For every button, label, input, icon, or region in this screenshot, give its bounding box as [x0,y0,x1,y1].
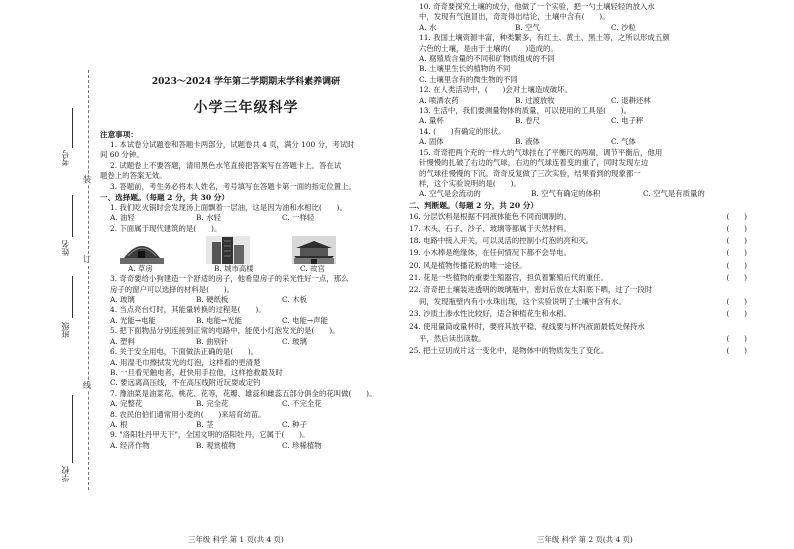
q3-option-b: B. 硬纸板 [196,295,229,305]
judge-19-text: 19. 小木棒是绝缘体，在任何情况下都不会导电。 [409,248,571,258]
q6-option-c: C. 要远离高压线，不在高压线附近玩耍或定钓 [110,378,261,388]
candidate-number-label: 考号 [61,150,70,166]
q15-option-c: C. 空气是有质量的 [643,189,705,199]
judge-25-text: 25. 把土豆切成片这一变化中，是物体中的物质发生了变化。 [409,345,608,355]
q5-option-a: A. 塑料 [110,336,135,346]
judge-21-answer-box[interactable]: ( ) [726,272,747,282]
q10-option-c: C. 沙粒 [611,22,636,32]
q7-options [100,399,392,409]
binding-cut-line [88,70,89,490]
school-label: 学校 [61,466,70,482]
thatched-hut-image [120,236,164,264]
q10-option-a: A. 水 [419,22,437,32]
q15-stem-line-1: 15. 奇奇把两个充的一样大的气球挂在了平衡尺的两端，调节平衡后，他用 [419,147,663,157]
q15-option-a: A. 空气是会流动的 [419,189,481,199]
q1-option-c: C. 一样轻 [282,213,315,223]
judge-item-20 [409,260,777,272]
q10-option-b: B. 空气 [515,22,540,32]
q2-option-a: A. 草房 [128,264,153,274]
note-line-5: 3. 答题前，考生务必将本人姓名，考号填写在答题卡第一面的指定位置上。 [110,181,356,191]
q6-option-a: A. 用湿毛巾擦拭发光的灯泡，这样看的更清楚 [110,357,261,367]
q9-stem: 9. "洛阳牡丹甲天下"，全国文明的洛阳牡丹，它属于( )。 [110,430,310,440]
judge-item-19 [409,247,777,259]
judge-item-22-line-1 [409,284,777,296]
q1-option-b: B. 水轻 [196,213,221,223]
q3-option-c: C. 木板 [282,295,307,305]
judge-17-answer-box[interactable]: ( ) [726,223,747,233]
judge-16-answer-box[interactable]: ( ) [726,211,747,221]
page-2-footer: 三年级 科学 第 2 页(共 4 页) [537,535,633,544]
candidate-number-line [72,108,73,148]
page-1-footer: 三年级 科学 第 1 页(共 4 页) [188,535,284,544]
exam-subject: 小学三年级科学 [193,100,299,116]
q12-option-c: C. 退耕还林 [611,95,651,105]
q4-option-c: C. 电能→声能 [282,315,328,325]
q4-option-a: A. 光能→电能 [110,315,156,325]
school-line [72,395,73,463]
judge-24-text-line-1: 24. 使用量筒或量杯时，要将其放平稳，视线要与杯内液面最低处保持水 [409,321,645,331]
q14-option-c: C. 气体 [611,137,636,147]
q9-options [100,441,392,451]
q15-option-b: B. 空气有确定的体积 [531,189,601,199]
q10-options [409,23,777,33]
judge-24-answer-box[interactable]: ( ) [726,333,747,343]
judge-item-23 [409,308,777,320]
note-line-1: 1. 本试卷分试题卷和答题卡两部分，试题卷共 4 页，满分 100 分，考试时 [110,140,355,149]
q1-options [100,213,392,223]
q2-pictures [100,236,392,274]
cut-mark-1: 装 [83,175,91,184]
q2-option-c: C. 故宫 [300,264,325,274]
q5-stem: 5. 把下面物品分别连接到正常的电路中，能使小灯泡发光的是( )。 [110,326,340,336]
judge-24-text-line-2: 平，然后读出读数。 [419,333,486,343]
q15-stem-line-4: 样，这个实验说明的是( )。 [419,178,521,188]
q12-stem: 12. 在人类活动中，( )会对土壤造成破坏。 [419,85,572,95]
q4-stem: 4. 当点亮台灯时，其能量转换的过程是( )。 [110,305,266,315]
name-label: 姓名 [61,240,70,256]
q13-option-b: B. 卷尺 [515,116,540,126]
judge-25-answer-box[interactable]: ( ) [726,345,747,355]
q14-stem: 14. ( )有确定的形状。 [419,126,506,136]
q7-stem: 7. 豫油菜是油菜花、桃花、花等，花瓣、雄蕊和雌蕊五部分俱全的花叫做( )。 [110,388,377,398]
q3-option-a: A. 玻璃 [110,295,135,305]
page-2-content [409,2,777,357]
q13-option-a: A. 量杯 [419,116,444,126]
q12-option-a: A. 喷洒农药 [419,95,459,105]
q15-stem-line-2: 针慢慢的扎破了右边的气球，右边的气球连着变的重了，同时发现左边 [419,158,649,168]
judge-16-text: 16. 分层饮料是根据不同液体能色不同而调制的。 [409,211,571,221]
q5-option-c: C. 玻璃 [282,336,307,346]
q9-option-c: C. 珍稀植物 [282,440,322,450]
judge-19-answer-box[interactable]: ( ) [726,248,747,258]
judge-22-text-line-2: 间，发现瓶壁内有小水珠出现，这个实验说明了土壤中含有水。 [419,297,626,307]
cut-mark-3: 线 [83,381,91,390]
q4-option-b: B. 电能→光能 [196,315,242,325]
q1-stem: 1. 我们吃火锅时会发现汤上面飘着一层油，这是因为油和水相比( )。 [110,203,347,213]
q11-option-a: A. 腐殖质含量的不同和矿物质组成的不同 [419,54,555,64]
q4-options [100,316,392,326]
q11-stem-line-1: 11. 我国土壤资源丰富，种类繁多，有红土、黄土、黑土等，之所以形成五颜 [419,33,670,43]
q7-option-a: A. 完整花 [110,399,143,409]
judge-23-answer-box[interactable]: ( ) [726,309,747,319]
q9-option-b: B. 观赏植物 [196,440,236,450]
q13-stem: 13. 生活中，我们要测量物体的质量，可以使用的工具是( )。 [419,106,632,116]
binding-margin [0,0,100,549]
q15-stem-line-3: 的气球往慢慢的下沉。奇奇反复做了三次实验，结果看到的现象都一 [419,168,641,178]
skyscraper-image [206,236,250,264]
q5-option-b: B. 曲别针 [196,336,229,346]
exam-page-2 [397,0,794,549]
judge-23-text: 23. 沙质土渗水性比较好，适合种植花生和水稻。 [409,309,571,319]
q10-stem-line-1: 10. 奇奇要探究土壤的成分，他做了一个实验，把一勺土壤轻轻的放入水 [419,2,655,11]
judge-item-18 [409,235,777,247]
q14-option-b: B. 液体 [515,137,540,147]
q6-option-b: B. 一旦看见触电者，赶快用手拉他，这样抢救最及时 [110,367,283,377]
notes-heading: 注意事项： [100,130,138,139]
q13-option-c: C. 电子秤 [611,116,644,126]
q14-option-a: A. 固体 [419,137,444,147]
judge-17-text: 17. 木头、石子、沙子、玻璃等都属于天然材料。 [409,223,571,233]
judge-21-text: 21. 花是一些植物的重要生殖器官，担负着繁殖后代的重任。 [409,272,608,282]
q10-stem-line-2: 中，发现有气泡冒出，奇奇得出结论，土壤中含有( )。 [419,12,610,22]
q2-picture-c [292,236,378,274]
judge-20-answer-box[interactable]: ( ) [726,260,747,270]
q12-option-b: B. 过渡放牧 [515,95,555,105]
judge-item-17 [409,223,777,235]
q7-option-c: C. 不完全花 [282,399,322,409]
q14-options [409,137,777,147]
q1-option-a: A. 油轻 [110,213,135,223]
note-line-2: 间 60 分钟。 [100,150,144,160]
section-2-heading: 二、判断题。（每题 2 分，共 20 分） [409,200,538,210]
q11-option-c: C. 土壤里含有的微生物的不同 [419,74,518,84]
judge-item-24 [409,333,777,345]
q2-picture-a [120,236,206,274]
q8-options [100,420,392,430]
q2-stem: 2. 下面属于现代建筑的是( )。 [110,223,222,233]
judge-item-21 [409,272,777,284]
name-line [72,195,73,237]
q8-stem: 8. 农民伯伯们通常用小麦的( )来培育幼苗。 [110,409,266,419]
q8-option-a: A. 根 [110,419,128,429]
q2-option-b: B. 城市高楼 [214,264,254,274]
forbidden-city-image [292,236,336,264]
q11-stem-line-2: 六色的土壤，是由于土壤的( )造成的。 [419,43,558,53]
note-line-3: 2. 试题卷上不要答题，请用黑色水笔直接把答案写在答题卡上。答在试 [110,160,342,170]
judge-18-text: 18. 电路中接入开关，可以灵活的控制小灯泡的亮和灭。 [409,236,594,246]
judge-22-text-line-1: 22. 奇奇把土壤装进透明的玻璃瓶中，密封后放在太阳底下晒，过了一段时 [409,284,653,294]
exam-title: 2023～2024 学年第二学期期末学科素养调研 [151,77,341,87]
q6-stem: 6. 关于安全用电，下面做法正确的是( )。 [110,347,259,357]
q7-option-b: B. 完全花 [196,399,229,409]
q8-option-b: B. 茎 [196,419,214,429]
q15-options [409,189,777,199]
q12-options [409,96,777,106]
judge-22-answer-box[interactable]: ( ) [726,297,747,307]
cut-mark-2: 订 [83,255,91,264]
class-label: 班级 [61,322,70,338]
section-1-heading: 一、选择题。（每题 2 分，共 30 分） [100,193,229,203]
q8-option-c: C. 种子 [282,419,307,429]
q2-picture-b [206,236,292,274]
judge-item-22 [409,296,777,308]
q3-stem-line-1: 3. 奇奇要给小狗建造一个舒适的房子，他希望房子的采光性好一点，那么 [110,274,349,284]
note-line-4: 题卷上的答案无效。 [100,171,167,181]
judge-18-answer-box[interactable]: ( ) [726,236,747,246]
page-1-content [100,74,392,451]
q3-options [100,295,392,305]
q5-options [100,337,392,347]
q3-stem-line-2: 房子的窗户可以选择的材料是( )。 [110,284,235,294]
judge-item-16 [409,211,777,223]
q13-options [409,116,777,126]
q11-option-b: B. 土壤里生长的植物的不同 [419,64,511,74]
class-line [72,276,73,318]
judge-item-24-line-1 [409,321,777,333]
judge-20-text: 20. 风是植物传播花粉的唯一途径。 [409,260,527,270]
q9-option-a: A. 经济作物 [110,440,150,450]
judge-item-25 [409,345,777,357]
